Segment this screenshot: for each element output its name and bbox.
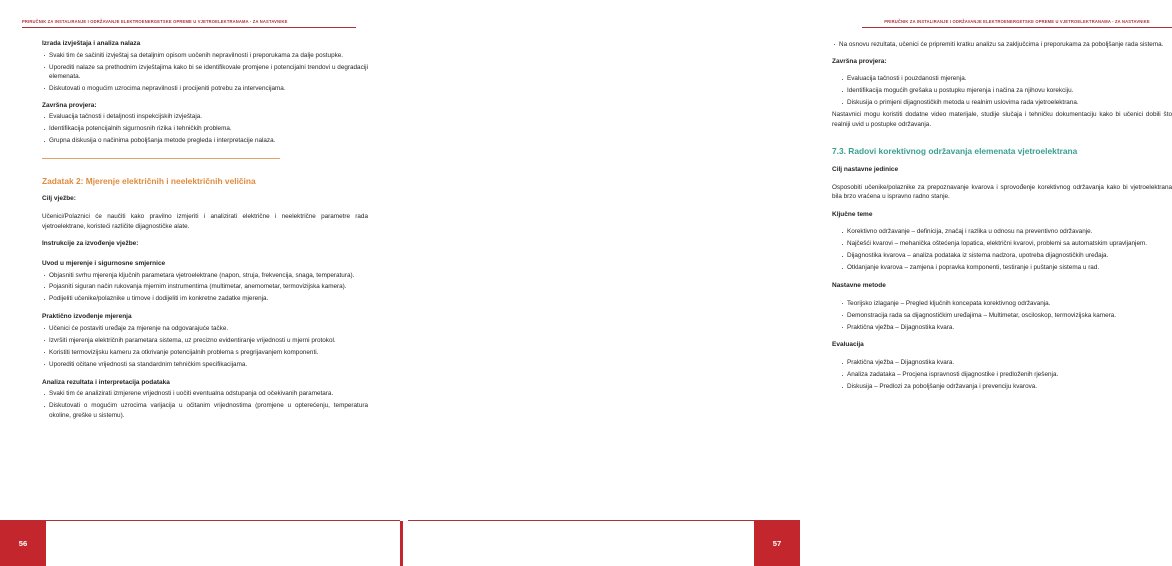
list-final-check-right — [832, 74, 1172, 107]
list-item: · Identifikacija mogućih grešaka u postupku mjerenja i načina za njihovu korekciju. — [840, 86, 1172, 95]
list-item: · Najčešći kvarovi – mehanička oštećenja lopatica, električni kvarovi, problemi sa automatskim upravljanjem. — [840, 239, 1172, 248]
list-item: · Koristiti termovizijsku kameru za otkrivanje potencijalnih problema s pregrijavanjem komponenti. — [42, 348, 368, 357]
list-item: · Izvršiti mjerenja električnih parametara sistema, uz precizno evidentiranje vrijednosti u mjerni protokol. — [42, 336, 368, 345]
spacer — [42, 159, 368, 176]
heading-nastavne-metode: Nastavne metode — [832, 282, 886, 289]
list-final-check-left — [42, 112, 368, 145]
list-item: · Na osnovu rezultata, učenici će pripremiti kratku analizu sa zaključcima i preporukama za poboljšanje rada sistema. — [832, 40, 1172, 49]
spacer — [832, 157, 1172, 166]
list-item: · Objasniti svrhu mjerenja ključnih parametara vjetroelektrane (napon, struja, frekvencija, snaga, temperatura). — [42, 271, 368, 280]
list-item: · Teorijsko izlaganje – Pregled ključnih koncepata korektivnog održavanja. — [840, 299, 1172, 308]
text-closing-paragraph: Nastavnici mogu koristiti dodatne video materijale, studije slučaja i tehničku dokumentaciju kako bi učenici dobili što realniji uvid u postupke održavanja. — [832, 111, 1172, 128]
page-left-content — [42, 40, 368, 422]
heading-cilj-vjezbe: Cilj vježbe: — [42, 195, 76, 203]
spacer — [832, 202, 1172, 211]
heading-zavrsna-provjera-left: Završna provjera: — [42, 101, 97, 109]
heading-evaluacija: Evaluacija — [832, 341, 864, 349]
list-item: · Identifikacija potencijalnih sigurnosnih rizika i tehničkih problema. — [42, 124, 368, 133]
gutter-accent-bar — [400, 521, 403, 566]
list-item: · Uporediti očitane vrijednosti sa standardnim tehničkim specifikacijama. — [42, 360, 368, 369]
list-item: · Korektivno održavanje – definicija, značaj i razlika u odnosu na preventivno održavanje. — [840, 227, 1172, 236]
list-item: · Diskutovati o mogućim uzrocima nepravilnosti i procijeniti potrebu za intervencijama. — [42, 84, 368, 93]
list-item: · Svaki tim će sačiniti izvještaj sa detaljnim opisom uočenih nepravilnosti i preporukama za dalje postupke. — [42, 51, 368, 60]
list-item: · Diskutovati o mogućim uzrocima varijacija u očitanim vrijednostima (promjene u opterećenju, temperatura okoline, greške u sistemu). — [42, 401, 368, 419]
list-item: · Diskusija o primjeni dijagnostičkih metoda u realnim uslovima rada vjetroelektrana. — [840, 98, 1172, 107]
list-item: · Evaluacija tačnosti i detaljnosti inspekcijskih izvještaja. — [42, 112, 368, 121]
heading-analiza-rezultata: Analiza rezultata i interpretacija podataka — [42, 378, 170, 386]
list-item: · Evaluacija tačnosti i pouzdanosti mjerenja. — [840, 74, 1172, 83]
heading-cilj-nastavne-jedinice: Cilj nastavne jedinice — [832, 166, 899, 174]
page-right — [400, 0, 1172, 566]
footer-rule-left — [0, 520, 400, 521]
heading-instrukcije: Instrukcije za izvođenje vježbe: — [42, 239, 139, 247]
list-item: · Analiza zadataka – Procjena ispravnosti dijagnostike i predloženih rješenja. — [840, 370, 1172, 379]
heading-7-3: 7.3. Radovi korektivnog održavanja elemenata vjetroelektrana — [832, 146, 1078, 157]
list-item: · Podijeliti učenike/polaznike u timove i dodijeliti im konkretne zadatke mjerenja. — [42, 294, 368, 303]
list-item: · Pojasniti siguran način rukovanja mjernim instrumentima (multimetar, anemometar, termovizijska kamera). — [42, 282, 368, 291]
heading-prakticno-izvodjenje: Praktično izvođenje mjerenja — [42, 313, 132, 321]
footer-rule-right — [408, 520, 800, 521]
spacer — [42, 251, 368, 260]
spacer — [832, 129, 1172, 146]
page-number-right: 57 — [754, 521, 800, 566]
list-item: · Dijagnostika kvarova – analiza podataka iz sistema nadzora, upotreba dijagnostičkih uređaja. — [840, 251, 1172, 260]
list-item: · Učenici će postaviti uređaje za mjerenje na odgovarajuće tačke. — [42, 324, 368, 333]
list-item: · Grupna diskusija o načinima poboljšanja metode pregleda i interpretacije nalaza. — [42, 136, 368, 145]
page-right-content — [832, 40, 1172, 394]
list-item: · Praktična vježba – Dijagnostika kvara. — [840, 323, 1172, 332]
heading-uvod-u-mjerenje: Uvod u mjerenje i sigurnosne smjernice — [42, 259, 166, 267]
running-header-right: PRIRUČNIK ZA INSTALIRANJE I ODRŽAVANJE ELEKTROENERGETSKE OPREME U VJETROELEKTRANAMA - ZA NASTAVNIKE — [862, 19, 1172, 28]
list-item: · Svaki tim će analizirati izmjerene vrijednosti i uočiti eventualna odstupanja od očekivanih parametara. — [42, 389, 368, 398]
list-item: · Praktična vježba – Dijagnostika kvara. — [840, 358, 1172, 367]
list-item: · Diskusija – Predlozi za poboljšanje održavanja i prevenciju kvarova. — [840, 382, 1172, 391]
list-analysis-bullets — [42, 389, 368, 419]
list-key-topics — [832, 227, 1172, 272]
list-evaluation — [832, 358, 1172, 391]
heading-kljucne-teme: Ključne teme — [832, 210, 873, 218]
heading-zadatak-2: Zadatak 2: Mjerenje električnih i neelektričnih veličina — [42, 175, 256, 186]
text-cilj-nastavne-jedinice: Osposobiti učenike/polaznike za prepoznavanje kvarova i sprovođenje korektivnog održavanja kako bi vjetroelektrana bila brzo vraćena u ispravno radno stanje. — [832, 183, 1172, 201]
list-report-bullets — [42, 51, 368, 93]
list-top-bullets-right — [832, 40, 1172, 49]
text-cilj-vjezbe: Učenici/Polaznici će naučiti kako pravilno izmjeriti i analizirati električne i neelektrične parametre rada vjetroelektrane, koristeći različite dijagnostičke alate. — [42, 213, 368, 230]
list-practical-bullets — [42, 324, 368, 369]
spacer — [42, 186, 368, 195]
running-header-left: PRIRUČNIK ZA INSTALIRANJE I ODRŽAVANJE ELEKTROENERGETSKE OPREME U VJETROELEKTRANAMA - ZA NASTAVNIKE — [22, 19, 356, 28]
spacer — [42, 231, 368, 240]
list-item: · Otklanjanje kvarova – zamjena i popravka komponenti, testiranje i puštanje sistema u rad. — [840, 263, 1172, 272]
page-number-left: 56 — [0, 521, 46, 566]
list-methods — [832, 299, 1172, 332]
list-item: · Uporediti nalaze sa prethodnim izvještajima kako bi se identifikovale promjene i potencijalni trendovi u degradaciji elemenata. — [42, 63, 368, 81]
page-left — [0, 0, 400, 566]
list-intro-bullets — [42, 271, 368, 304]
list-item: · Demonstracija rada sa dijagnostičkim uređajima – Multimetar, osciloskop, termovizijska kamera. — [840, 311, 1172, 320]
heading-zavrsna-provjera-right: Završna provjera: — [832, 57, 887, 65]
heading-izrada-izvjestaja: Izrada izvještaja i analiza nalaza — [42, 40, 141, 47]
